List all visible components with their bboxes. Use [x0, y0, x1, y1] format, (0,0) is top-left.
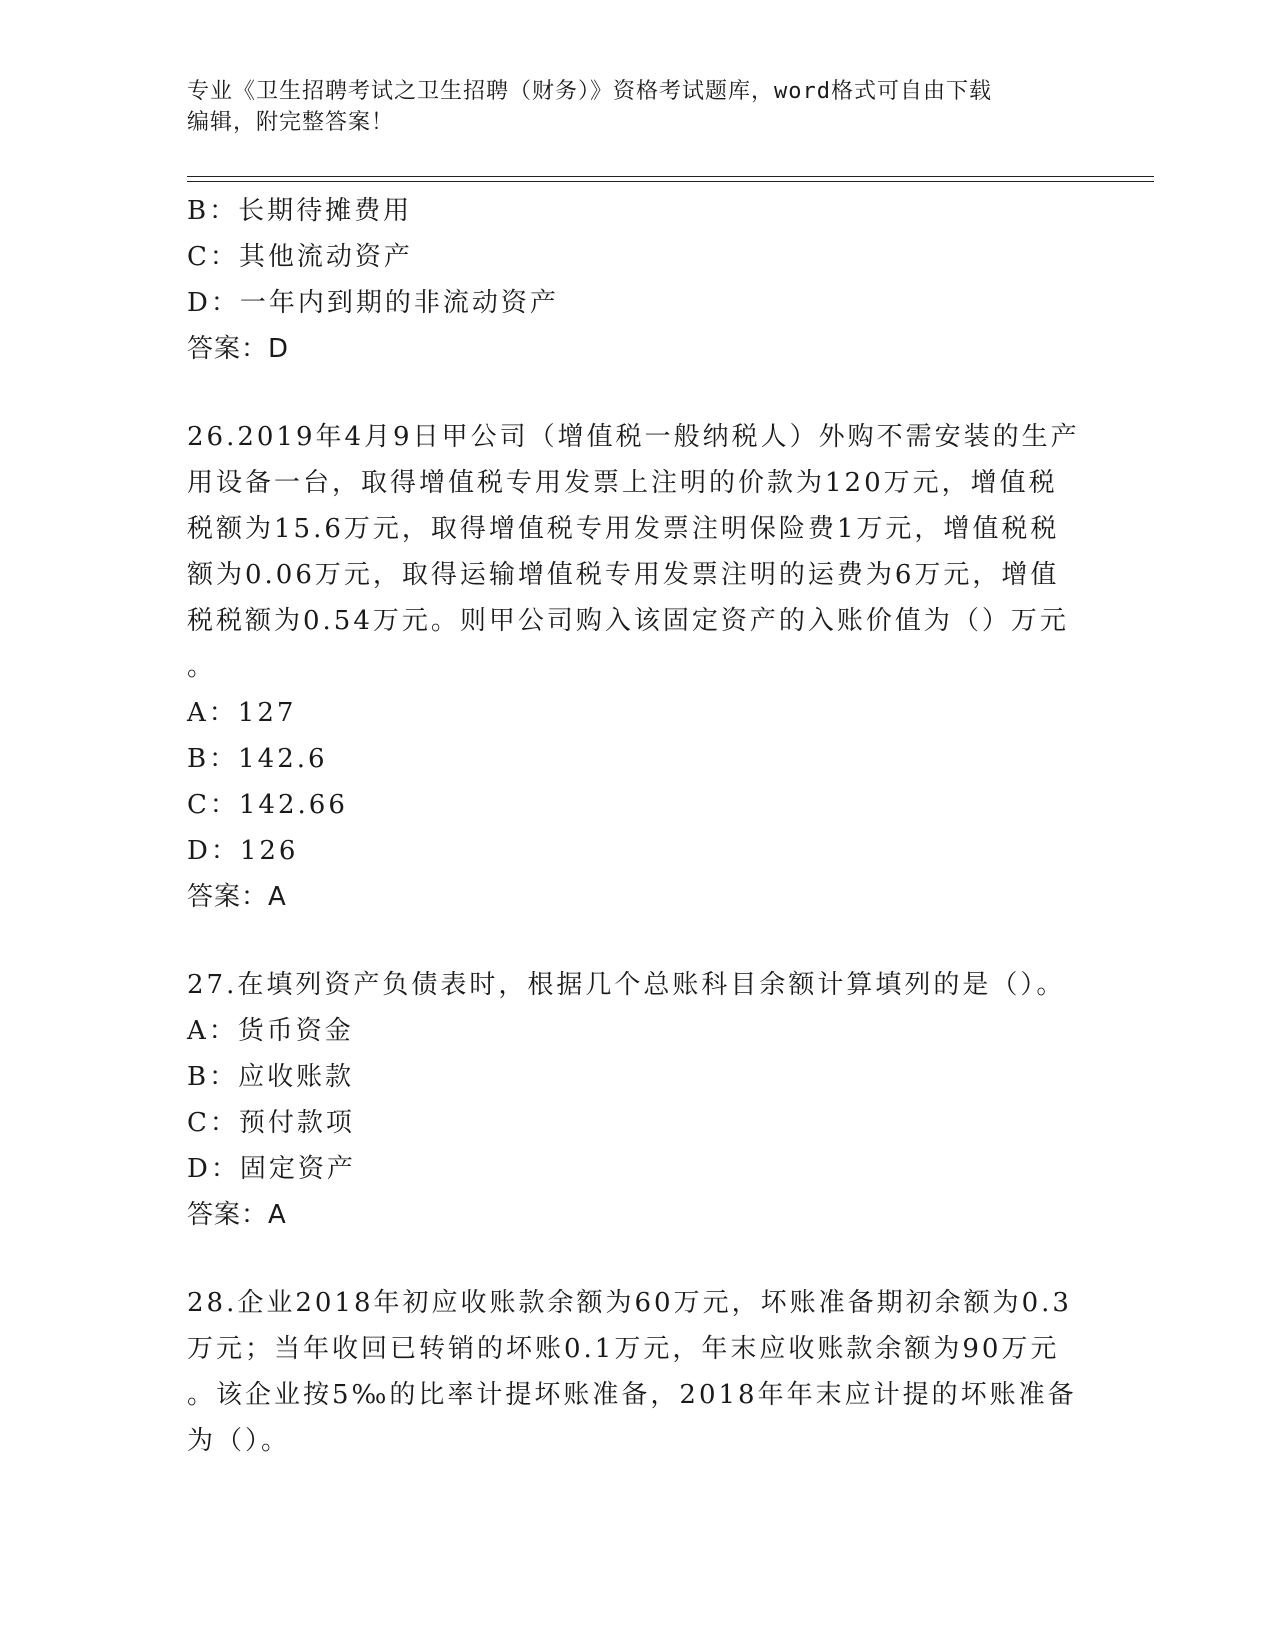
question-stem-line: 为（）。 — [187, 1426, 291, 1456]
question-stem-line: 26.2019年4月9日甲公司（增值税一般纳税人）外购不需安装的生产 — [187, 422, 1080, 452]
question-27 — [187, 962, 1087, 1238]
spacer — [187, 920, 1087, 962]
option-c: C：142.66 — [187, 790, 348, 820]
question-stem-line: 税额为15.6万元，取得增值税专用发票注明保险费1万元，增值税税 — [187, 514, 1060, 544]
header-divider-thin — [187, 181, 1154, 182]
question-25-tail — [187, 188, 1087, 372]
answer-line: 答案：A — [187, 1200, 287, 1230]
question-stem-line: 。该企业按5‰的比率计提坏账准备，2018年年末应计提的坏账准备 — [187, 1380, 1077, 1410]
option-c: C：预付款项 — [187, 1108, 355, 1138]
option-d: D：固定资产 — [187, 1154, 356, 1184]
question-stem-line: 28.企业2018年初应收账款余额为60万元，坏账准备期初余额为0.3 — [187, 1288, 1072, 1318]
question-stem-line: 万元；当年收回已转销的坏账0.1万元，年末应收账款余额为90万元 — [187, 1334, 1060, 1364]
header-line-1: 专业《卫生招聘考试之卫生招聘（财务）》资格考试题库，word格式可自由下载 — [187, 79, 992, 104]
option-c: C：其他流动资产 — [187, 242, 413, 272]
option-b: B：142.6 — [187, 744, 328, 774]
question-stem-line: 额为0.06万元，取得运输增值税专用发票注明的运费为6万元，增值 — [187, 560, 1060, 590]
answer-line: 答案：D — [187, 334, 290, 364]
option-b: B：长期待摊费用 — [187, 196, 413, 226]
document-header — [187, 76, 1087, 138]
header-line-2: 编辑，附完整答案！ — [187, 110, 395, 135]
spacer — [187, 372, 1087, 414]
option-a: A：货币资金 — [187, 1016, 354, 1046]
question-stem-line: 用设备一台，取得增值税专用发票上注明的价款为120万元，增值税 — [187, 468, 1058, 498]
answer-line: 答案：A — [187, 882, 287, 912]
question-28 — [187, 1280, 1087, 1464]
option-b: B：应收账款 — [187, 1062, 355, 1092]
option-d: D：一年内到期的非流动资产 — [187, 288, 559, 318]
option-d: D：126 — [187, 836, 299, 866]
question-stem-line: 税税额为0.54万元。则甲公司购入该固定资产的入账价值为（）万元 — [187, 606, 1069, 636]
header-divider-thick — [187, 176, 1154, 177]
option-a: A：127 — [187, 698, 297, 728]
question-stem-line: 。 — [187, 652, 217, 682]
document-body — [187, 188, 1087, 1464]
question-stem-line: 27.在填列资产负债表时，根据几个总账科目余额计算填列的是（）。 — [187, 970, 1066, 1000]
question-26 — [187, 414, 1087, 920]
spacer — [187, 1238, 1087, 1280]
